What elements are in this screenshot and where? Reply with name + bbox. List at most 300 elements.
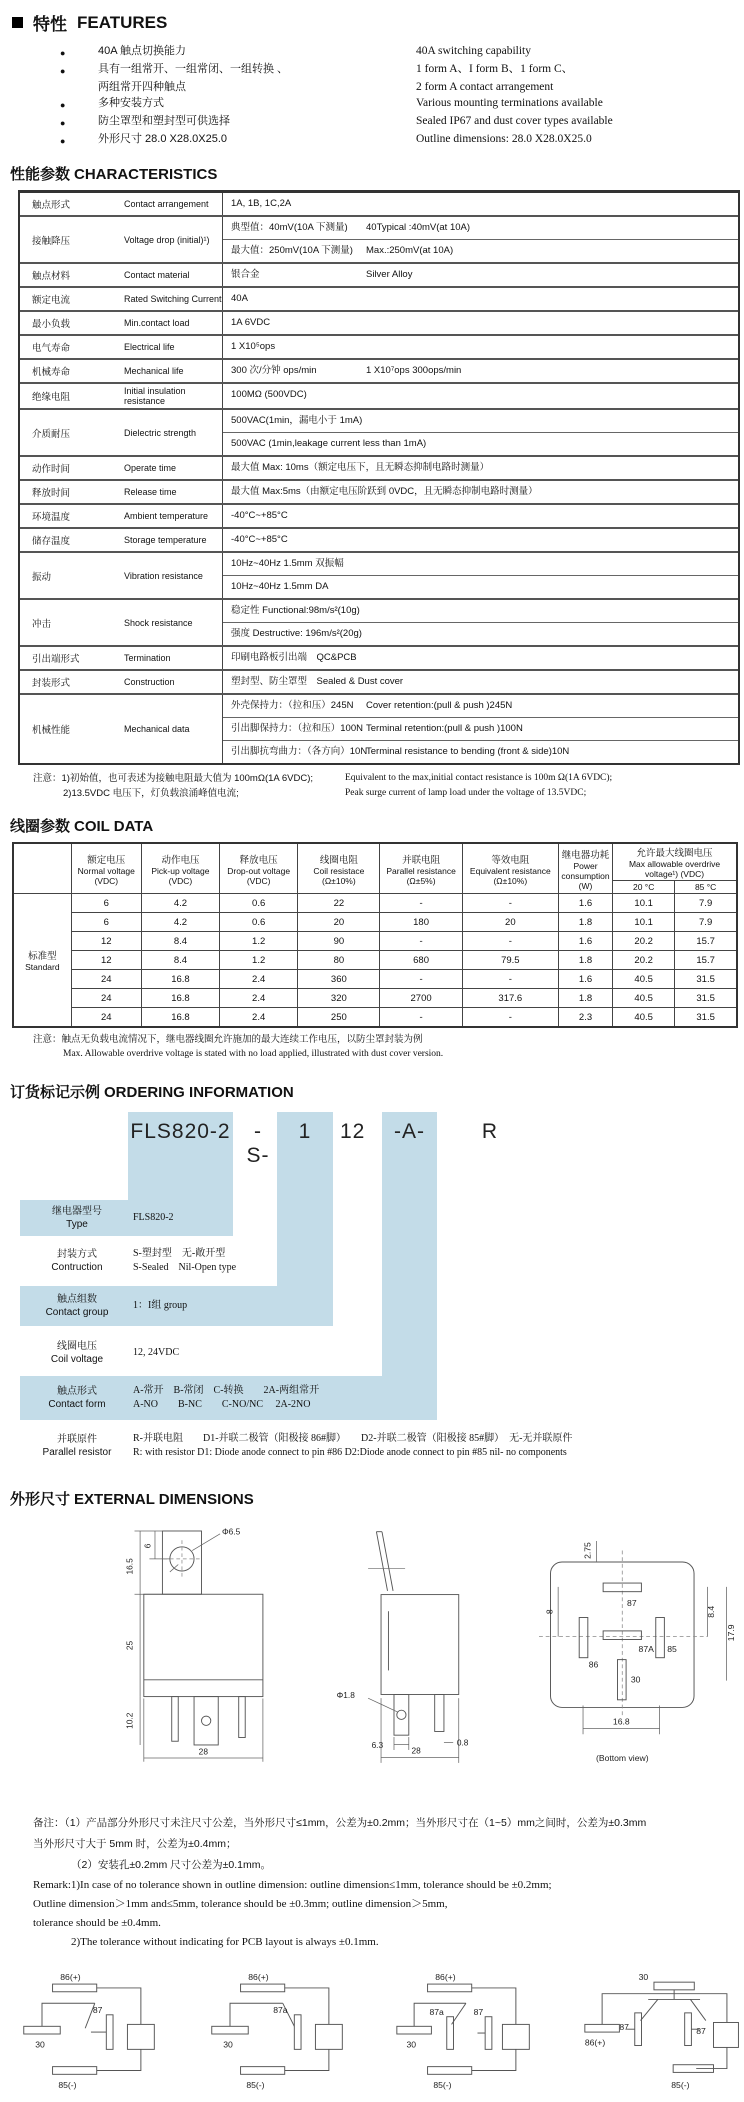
coil-cell: 7.9 — [675, 913, 737, 932]
schematic3-label-87: 87 — [473, 2006, 484, 2017]
value-cell: 10Hz~40Hz 1.5mm DA — [231, 581, 329, 592]
ordering-row-label-en: Coil voltage — [50, 1354, 104, 1365]
characteristics-label — [20, 288, 222, 310]
characteristics-label-en: Rated Switching Current — [124, 294, 222, 304]
ordering-code-segment: R — [481, 1120, 499, 1143]
characteristics-value-line — [223, 622, 738, 645]
characteristics-value-line — [223, 312, 738, 334]
characteristics-label — [20, 410, 222, 455]
characteristics-label-cn: 触点材料 — [32, 271, 71, 282]
characteristics-value-line — [223, 600, 738, 622]
feature-item — [60, 95, 744, 113]
coil-cell: 16.8 — [141, 1008, 219, 1028]
characteristics-value — [222, 505, 738, 527]
schematic1-label-85: 85(-) — [58, 2079, 77, 2090]
coil-header-cell — [220, 843, 298, 894]
characteristics-value-line — [223, 193, 738, 215]
characteristics-notes — [33, 771, 744, 801]
side-view-drawing — [320, 1515, 477, 1787]
characteristics-label-cn: 机械性能 — [32, 725, 71, 736]
ordering-row-label-cn: 并联原件 — [57, 1434, 97, 1445]
characteristics-label-en: Shock resistance — [124, 617, 193, 628]
feature-bullet-icon: ● — [60, 136, 66, 146]
value-cell: 强度 Destructive: 196m/s²(20g) — [231, 628, 362, 639]
characteristics-value — [222, 529, 738, 551]
characteristics-value-line — [223, 432, 738, 455]
coil-header-blank — [13, 843, 71, 894]
characteristics-label-en: Contact material — [124, 270, 190, 280]
coil-header-cn: 线圈电阻 — [319, 854, 358, 866]
characteristics-label — [20, 264, 222, 286]
characteristics-label-en: Voltage drop (initial)¹) — [124, 234, 210, 245]
feature-item — [60, 79, 744, 95]
characteristics-row — [20, 310, 738, 334]
feature-text-en: 2 form A contact arrangement — [416, 81, 554, 93]
characteristics-label-en: Electrical life — [124, 342, 175, 352]
square-bullet-icon — [12, 17, 23, 28]
coil-subheader-cell: 20 °C — [613, 881, 675, 894]
remark-line: 当外形尺寸大于 5mm 时，公差为±0.4mm； — [33, 1838, 237, 1850]
dim-bottom-right-inner: 8.4 — [706, 1605, 717, 1618]
characteristics-label — [20, 457, 222, 479]
characteristics-value-line — [223, 264, 738, 286]
features-list — [60, 43, 744, 149]
characteristics-value-line — [223, 288, 738, 310]
characteristics-value-line — [223, 457, 738, 479]
coil-cell: 31.5 — [675, 1008, 737, 1028]
characteristics-label-en: Mechanical data — [124, 724, 190, 734]
coil-header-en: Equivalent resistance — [469, 865, 551, 876]
characteristics-label-en: Mechanical life — [124, 366, 184, 376]
characteristics-label-en: Release time — [124, 487, 177, 497]
characteristics-row — [20, 503, 738, 527]
characteristics-label — [20, 481, 222, 503]
ordering-row-label — [22, 1205, 132, 1231]
dim-bottom-top: 2.75 — [582, 1542, 593, 1559]
coil-header-cell — [380, 843, 462, 894]
characteristics-label-en: Storage temperature — [124, 535, 207, 545]
remark-line: 2)The tolerance without indicating for PCB layout is always ±0.1mm. — [71, 1936, 379, 1948]
feature-text-en: Outline dimensions: 28.0 X28.0X25.0 — [416, 133, 592, 145]
coil-cell: 79.5 — [462, 951, 558, 970]
coil-cell: 2.4 — [220, 1008, 298, 1028]
ordering-value-line: A-NO B-NC C-NO/NC 2A-2NO — [133, 1399, 311, 1410]
value-cell: Max.:250mV(at 10A) — [366, 245, 454, 256]
value-cell: 1 X10⁷ops 300ops/min — [366, 365, 462, 376]
schematic1-label-86: 86(+) — [60, 1972, 81, 1983]
characteristics-label-cn: 释放时间 — [32, 488, 71, 499]
remark-line: Outline dimension＞1mm and≤5mm, tolerance should be ±0.3mm; outline dimension＞5mm, — [33, 1898, 448, 1910]
characteristics-value-line — [223, 740, 738, 763]
characteristics-value — [222, 481, 738, 503]
dim-hole-side: Φ1.8 — [336, 1690, 355, 1701]
characteristics-value-line — [223, 717, 738, 740]
ordering-value-line: S-塑封型 无-敞开型 — [133, 1248, 226, 1259]
characteristics-value-line — [223, 360, 738, 382]
value-cell: 500VAC(1min，漏电小于 1mA) — [231, 415, 363, 426]
characteristics-value-line — [223, 529, 738, 551]
characteristics-value — [222, 384, 738, 408]
characteristics-value — [222, 312, 738, 334]
value-cell: -40°C~+85°C — [231, 534, 288, 545]
coil-data-row — [13, 1008, 737, 1028]
feature-text-cn: 具有一组常开、一组常闭、一组转换 、 — [98, 63, 289, 75]
characteristics-row — [20, 645, 738, 669]
characteristics-label — [20, 600, 222, 645]
characteristics-label-cn: 环境温度 — [32, 512, 71, 523]
coil-cell: 2.3 — [558, 1008, 612, 1028]
characteristics-label — [20, 695, 222, 763]
characteristics-label — [20, 671, 222, 693]
feature-text-en: 1 form A、I form B、1 form C、 — [416, 63, 574, 75]
characteristics-row — [20, 527, 738, 551]
dim-hole-front: Φ6.5 — [221, 1526, 241, 1537]
schematic1-label-87: 87 — [92, 2004, 103, 2015]
coil-cell: 24 — [71, 970, 141, 989]
value-cell: 银合金 — [231, 269, 260, 280]
characteristics-value-line — [223, 239, 738, 262]
note-en: Peak surge current of lamp load under the voltage of 13.5VDC; — [345, 788, 587, 798]
coil-header-en: Coil resistace — [313, 865, 365, 876]
value-cell: 1 X10⁵ops — [231, 341, 276, 352]
schematic-1-form-c — [393, 1966, 547, 2102]
value-cell: 引出脚保持力：（拉和压）100N — [231, 723, 363, 734]
characteristics-label — [20, 336, 222, 358]
characteristics-label — [20, 360, 222, 382]
coil-cell: 7.9 — [675, 894, 737, 913]
characteristics-row — [20, 598, 738, 645]
schematic3-label-30: 30 — [406, 2039, 417, 2050]
coil-cell: 250 — [298, 1008, 380, 1028]
bottom-view-caption: (Bottom view) — [596, 1753, 649, 1764]
coil-header-cell — [558, 843, 612, 894]
coil-cell: 1.2 — [220, 932, 298, 951]
coil-header-cell — [141, 843, 219, 894]
coil-cell: 24 — [71, 989, 141, 1008]
schematic4-label-87-left: 87 — [619, 2022, 629, 2033]
value-cell: 40Typical :40mV(at 10A) — [366, 222, 471, 233]
characteristics-value — [222, 360, 738, 382]
schematic3-label-87a: 87a — [429, 2006, 445, 2017]
characteristics-row — [20, 479, 738, 503]
characteristics-label-cn: 振动 — [32, 571, 52, 583]
coil-cell: 40.5 — [613, 989, 675, 1008]
characteristics-label — [20, 529, 222, 551]
bottom-view-drawing — [495, 1515, 744, 1787]
coil-cell: 0.6 — [220, 913, 298, 932]
coil-cell: 90 — [298, 932, 380, 951]
characteristics-row — [20, 669, 738, 693]
ordering-diagram — [0, 1112, 744, 1474]
coil-title-en: COIL DATA — [74, 818, 154, 835]
characteristics-label-en: Operate time — [124, 463, 177, 473]
ordering-row-label — [22, 1248, 132, 1274]
dim-side-width: 28 — [411, 1745, 421, 1756]
coil-cell: 15.7 — [675, 932, 737, 951]
characteristics-value — [222, 671, 738, 693]
remark-line: Remark:1)In case of no tolerance shown in outline dimension: outline dimension≤1mm, tolerance should be ±0.2mm; — [33, 1879, 552, 1891]
value-cell: 塑封型、防尘罩型 Sealed & Dust cover — [231, 676, 404, 687]
coil-header-cn: 动作电压 — [161, 854, 200, 866]
coil-cell: 1.8 — [558, 989, 612, 1008]
coil-group-label — [13, 894, 71, 1028]
coil-data-row — [13, 989, 737, 1008]
ordering-row-label — [22, 1340, 132, 1366]
value-cell: 最大值 Max:5ms（由额定电压阶跃到 0VDC，且无瞬态抑制电路时测量） — [231, 486, 538, 497]
ordering-value-line: FLS820-2 — [133, 1212, 174, 1223]
characteristics-label-en: Initial insulation resistance — [124, 386, 186, 406]
coil-cell: 2.4 — [220, 970, 298, 989]
ordering-value-line: S-Sealed Nil-Open type — [133, 1262, 237, 1273]
coil-header-cn: 继电器功耗 — [561, 849, 610, 861]
coil-cell: - — [380, 970, 462, 989]
coil-header-cn: 等效电阻 — [491, 854, 530, 866]
characteristics-value-line — [223, 671, 738, 693]
coil-cell: 10.1 — [613, 913, 675, 932]
coil-note — [33, 1033, 744, 1061]
ordering-row-value — [133, 1346, 179, 1360]
characteristics-label — [20, 553, 222, 598]
dim-pin-offset: 6.3 — [371, 1740, 384, 1751]
coil-data-row — [13, 932, 737, 951]
features-title-cn: 特性 — [33, 15, 67, 34]
schematic2-label-86: 86(+) — [247, 1972, 269, 1983]
coil-cell: 20 — [462, 913, 558, 932]
ordering-row-label — [22, 1385, 132, 1411]
characteristics-label-en: Vibration resistance — [124, 570, 203, 581]
characteristics-table — [18, 190, 740, 765]
coil-note-en: Max. Allowable overdrive voltage is stated with no load applied, illustrated with dust cover version. — [63, 1049, 444, 1059]
coil-header-cn: 额定电压 — [87, 854, 126, 866]
coil-cell: 0.6 — [220, 894, 298, 913]
coil-cell: 4.2 — [141, 913, 219, 932]
pin-label-87: 87 — [627, 1598, 637, 1609]
ordering-row-label-en: Contact form — [48, 1399, 106, 1410]
ordering-value-line: R: with resistor D1: Diode anode connect to pin #86 D2:Diode anode connect to pin #85 nil- no components — [133, 1447, 567, 1458]
characteristics-value-line — [223, 217, 738, 239]
pin-label-30: 30 — [631, 1674, 641, 1685]
coil-header-cell — [71, 843, 141, 894]
schematic2-label-30: 30 — [222, 2039, 233, 2050]
characteristics-value-line — [223, 481, 738, 503]
characteristics-note — [33, 771, 744, 786]
coil-cell: 680 — [380, 951, 462, 970]
characteristics-title-en: CHARACTERISTICS — [74, 166, 218, 183]
characteristics-row — [20, 358, 738, 382]
pin-label-85: 85 — [667, 1643, 678, 1654]
feature-bullet-icon — [60, 79, 98, 95]
dim-hole-offset: 6 — [142, 1543, 153, 1549]
characteristics-label-cn: 触点形式 — [32, 200, 71, 211]
characteristics-value — [222, 553, 738, 598]
characteristics-label-cn: 最小负载 — [32, 319, 71, 330]
ordering-row-value — [133, 1211, 174, 1225]
coil-cell: 320 — [298, 989, 380, 1008]
dim-pin-thickness: 0.8 — [456, 1737, 469, 1748]
ordering-value-line: 12, 24VDC — [133, 1347, 180, 1358]
coil-header-en: Pick-up voltage — [151, 865, 210, 876]
characteristics-value — [222, 647, 738, 669]
coil-header-en: Normal voltage — [77, 865, 135, 876]
characteristics-row — [20, 455, 738, 479]
value-cell: 典型值：40mV(10A 下测量) — [231, 222, 348, 233]
characteristics-row — [20, 215, 738, 262]
ordering-code-segment: -A- — [394, 1120, 425, 1143]
characteristics-value — [222, 336, 738, 358]
dimensions-title-cn: 外形尺寸 — [10, 1491, 71, 1508]
coil-data-row — [13, 894, 737, 913]
coil-heading — [10, 815, 744, 836]
ordering-heading — [10, 1081, 744, 1102]
coil-cell: 1.8 — [558, 951, 612, 970]
characteristics-row — [20, 551, 738, 598]
ordering-code-segment: FLS820-2 — [130, 1120, 231, 1143]
coil-title-cn: 线圈参数 — [10, 818, 71, 835]
characteristics-label-cn: 引出端形式 — [32, 654, 80, 665]
ordering-row-label-en: Contact group — [45, 1307, 109, 1318]
characteristics-label — [20, 217, 222, 262]
value-cell: 10Hz~40Hz 1.5mm 双振幅 — [231, 558, 344, 569]
coil-cell: 360 — [298, 970, 380, 989]
ordering-code-segment: -S- — [246, 1120, 270, 1167]
characteristics-label-cn: 动作时间 — [32, 464, 71, 475]
coil-cell: - — [462, 932, 558, 951]
dim-tab-height: 16.5 — [124, 1558, 135, 1575]
wiring-schematics — [18, 1966, 744, 2102]
coil-cell: 1.6 — [558, 932, 612, 951]
schematic3-label-85: 85(-) — [433, 2079, 452, 2090]
ordering-row-value — [133, 1384, 319, 1412]
ordering-title-cn: 订货标记示例 — [10, 1084, 101, 1101]
characteristics-value-line — [223, 553, 738, 575]
characteristics-row — [20, 286, 738, 310]
schematic2-label-85: 85(-) — [245, 2079, 265, 2090]
ordering-row-label — [22, 1293, 132, 1319]
characteristics-label — [20, 312, 222, 334]
schematic-1-form-a — [18, 1966, 172, 2102]
feature-text-cn: 40A 触点切换能力 — [98, 45, 187, 57]
ordering-row-label-en: Contruction — [51, 1262, 103, 1273]
ordering-row-label-en: Parallel resistor — [42, 1447, 112, 1458]
characteristics-value — [222, 600, 738, 645]
coil-cell: 22 — [298, 894, 380, 913]
characteristics-label — [20, 647, 222, 669]
feature-text-en: Sealed IP67 and dust cover types available — [416, 115, 613, 127]
characteristics-row — [20, 193, 738, 215]
coil-cell: 20 — [298, 913, 380, 932]
value-cell: 100MΩ (500VDC) — [231, 389, 307, 400]
characteristics-value — [222, 288, 738, 310]
characteristics-row — [20, 382, 738, 408]
coil-cell: - — [380, 932, 462, 951]
ordering-code-segment: 1 — [298, 1120, 312, 1143]
coil-header-unit: (Ω±5%) — [406, 875, 436, 886]
coil-cell: 20.2 — [613, 951, 675, 970]
characteristics-value-line — [223, 647, 738, 669]
schematic-2-form-a — [581, 1966, 744, 2102]
coil-cell: 40.5 — [613, 1008, 675, 1028]
characteristics-label-cn: 封装形式 — [32, 678, 71, 689]
coil-cell: 1.6 — [558, 970, 612, 989]
dimensions-heading — [10, 1488, 744, 1509]
ordering-value-line: R-并联电阻 D1-并联二极管（阳极接 86#脚） D2-并联二极管（阳极接 85#脚） 无-无并联原件 — [133, 1433, 573, 1444]
coil-cell: 1.8 — [558, 913, 612, 932]
characteristics-value — [222, 695, 738, 763]
characteristics-row — [20, 408, 738, 455]
characteristics-value — [222, 457, 738, 479]
dim-body-height: 25 — [124, 1640, 135, 1651]
coil-header-en: Power consumption — [561, 860, 610, 881]
remark-line: （2）安装孔±0.2mm 尺寸公差为±0.1mm。 — [71, 1859, 271, 1871]
characteristics-value-line — [223, 336, 738, 358]
dimensions-title-en: EXTERNAL DIMENSIONS — [74, 1491, 254, 1508]
coil-cell: 317.6 — [462, 989, 558, 1008]
coil-cell: - — [462, 970, 558, 989]
coil-cell: 2.4 — [220, 989, 298, 1008]
ordering-row-label-cn: 线圈电压 — [57, 1341, 97, 1352]
value-cell: 1A, 1B, 1C,2A — [231, 198, 292, 209]
dim-pin-height: 10.2 — [124, 1712, 135, 1729]
pin-label-87a: 87A — [638, 1643, 655, 1654]
characteristics-label-en: Ambient temperature — [124, 511, 209, 521]
ordering-code-segment: 12 — [340, 1120, 366, 1143]
coil-table — [12, 842, 738, 1028]
value-cell: 引出脚抗弯曲力：（各方向）10N — [231, 746, 368, 757]
coil-header-unit: (Ω±10%) — [322, 875, 356, 886]
characteristics-value-line — [223, 410, 738, 432]
coil-cell: 8.4 — [141, 932, 219, 951]
coil-header-en: Parallel resistance — [386, 865, 456, 876]
coil-cell: 4.2 — [141, 894, 219, 913]
value-cell: Silver Alloy — [366, 269, 413, 280]
characteristics-label-cn: 介质耐压 — [32, 428, 71, 440]
characteristics-label-en: Construction — [124, 677, 175, 687]
coil-header-cn: 允许最大线圈电压 — [636, 848, 713, 859]
coil-header-unit: (VDC) — [168, 875, 193, 886]
coil-cell: 24 — [71, 1008, 141, 1028]
feature-text-cn: 外形尺寸 28.0 X28.0X25.0 — [98, 133, 228, 145]
value-cell: 500VAC (1min,leakage current less than 1mA) — [231, 438, 427, 449]
coil-cell: 15.7 — [675, 951, 737, 970]
value-cell: 最大值 Max: 10ms（额定电压下，且无瞬态抑制电路时测量） — [231, 462, 490, 473]
characteristics-label-en: Min.contact load — [124, 318, 190, 328]
characteristics-label-cn: 电气寿命 — [32, 343, 71, 354]
coil-cell: 1.2 — [220, 951, 298, 970]
schematic4-label-87-right: 87 — [695, 2026, 706, 2036]
characteristics-value-line — [223, 384, 738, 406]
schematic4-label-85: 85(-) — [671, 2079, 690, 2090]
features-title-en: FEATURES — [77, 12, 168, 32]
remark-line: 备注：（1）产品部分外形尺寸未注尺寸公差，当外形尺寸≤1mm，公差为±0.2mm；当外形尺寸在（1~5）mm之间时，公差为±0.3mm — [33, 1817, 647, 1829]
feature-item — [60, 131, 744, 149]
ordering-row-label-cn: 触点形式 — [57, 1386, 97, 1397]
feature-text-en: Various mounting terminations available — [416, 97, 603, 109]
coil-header-cell — [298, 843, 380, 894]
characteristics-note — [33, 786, 744, 801]
ordering-connector-bar — [382, 1112, 437, 1420]
feature-bullet-icon: ● — [60, 48, 66, 58]
coil-cell: 6 — [71, 894, 141, 913]
characteristics-value-line — [223, 505, 738, 527]
ordering-row-value — [133, 1299, 187, 1313]
coil-subheader-cell: 85 °C — [675, 881, 737, 894]
feature-text-cn: 防尘罩型和塑封型可供选择 — [98, 115, 230, 127]
feature-bullet-icon: ● — [60, 100, 66, 110]
coil-header-en: Max allowable overdrive voltage¹) (VDC) — [628, 859, 721, 879]
schematic-1-form-b — [206, 1966, 360, 2102]
ordering-row-value — [133, 1432, 572, 1460]
value-cell: Cover retention:(pull & push )245N — [366, 700, 513, 711]
